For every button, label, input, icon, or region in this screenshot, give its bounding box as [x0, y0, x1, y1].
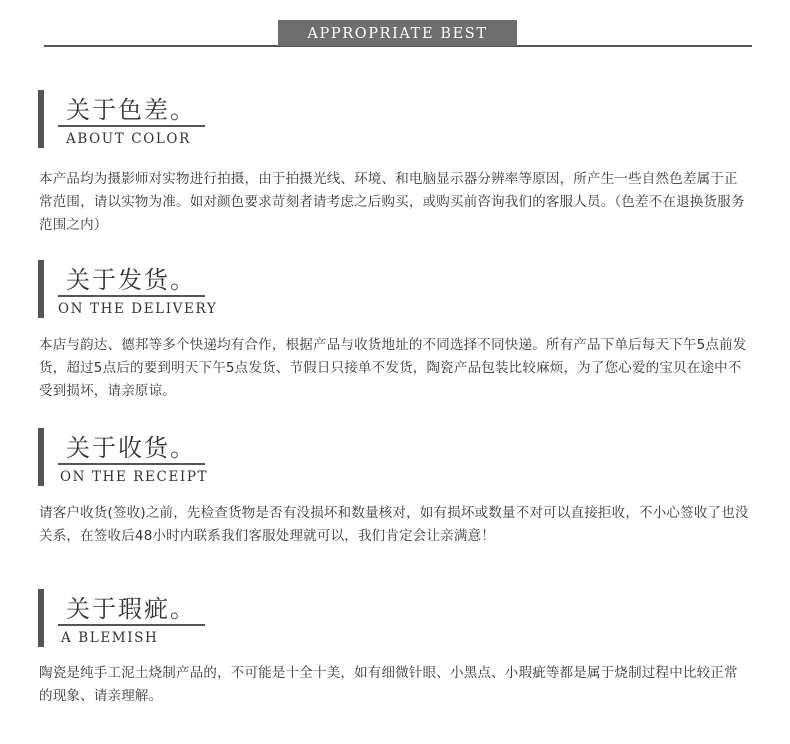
section-subtitle: A BLEMISH	[61, 630, 159, 646]
section-title-underline	[58, 295, 205, 297]
header-banner: APPROPRIATE BEST	[278, 20, 517, 46]
section-title: 关于收货。	[66, 434, 196, 462]
section-subtitle: ON THE DELIVERY	[58, 301, 218, 317]
section-accent-bar	[38, 428, 44, 486]
section-delivery-text: 本店与韵达、德邦等多个快递均有合作，根据产品与收货地址的不同选择不同快递。所有产品下单后每天下午5点前发货，超过5点后的要到明天下午5点发货、节假日只接单不发货，陶瓷产品包装比较麻烦，为了您心爱的宝贝在途中不受到损坏，请亲原谅。	[39, 337, 747, 399]
section-title-underline	[58, 624, 205, 626]
section-title-underline	[58, 125, 205, 127]
section-title: 关于色差。	[66, 96, 196, 124]
section-title: 关于瑕疵。	[66, 595, 196, 623]
section-title-underline	[58, 463, 205, 465]
section-title: 关于发货。	[66, 266, 196, 294]
section-blemish-text: 陶瓷是纯手工泥土烧制产品的，不可能是十全十美，如有细微针眼、小黑点、小瑕疵等都是属于烧制过程中比较正常的现象、请亲理解。	[39, 665, 738, 704]
section-receipt-text: 请客户收货(签收)之前，先检查货物是否有没损坏和数量核对，如有损坏或数量不对可以直接拒收，不小心签收了也没关系，在签收后48小时内联系我们客服处理就可以，我们肯定会让亲满意！	[39, 505, 749, 544]
section-color-text: 本产品均为摄影师对实物进行拍摄，由于拍摄光线、环境、和电脑显示器分辨率等原因，所产生一些自然色差属于正常范围，请以实物为准。如对颜色要求苛刻者请考虑之后购买，或购买前咨询我们的客服人员。（色差不在退换货服务范围之内）	[39, 171, 745, 233]
section-accent-bar	[38, 589, 44, 647]
section-subtitle: ABOUT COLOR	[66, 131, 191, 147]
section-accent-bar	[38, 260, 44, 318]
section-accent-bar	[38, 90, 44, 148]
section-subtitle: ON THE RECEIPT	[60, 469, 209, 485]
